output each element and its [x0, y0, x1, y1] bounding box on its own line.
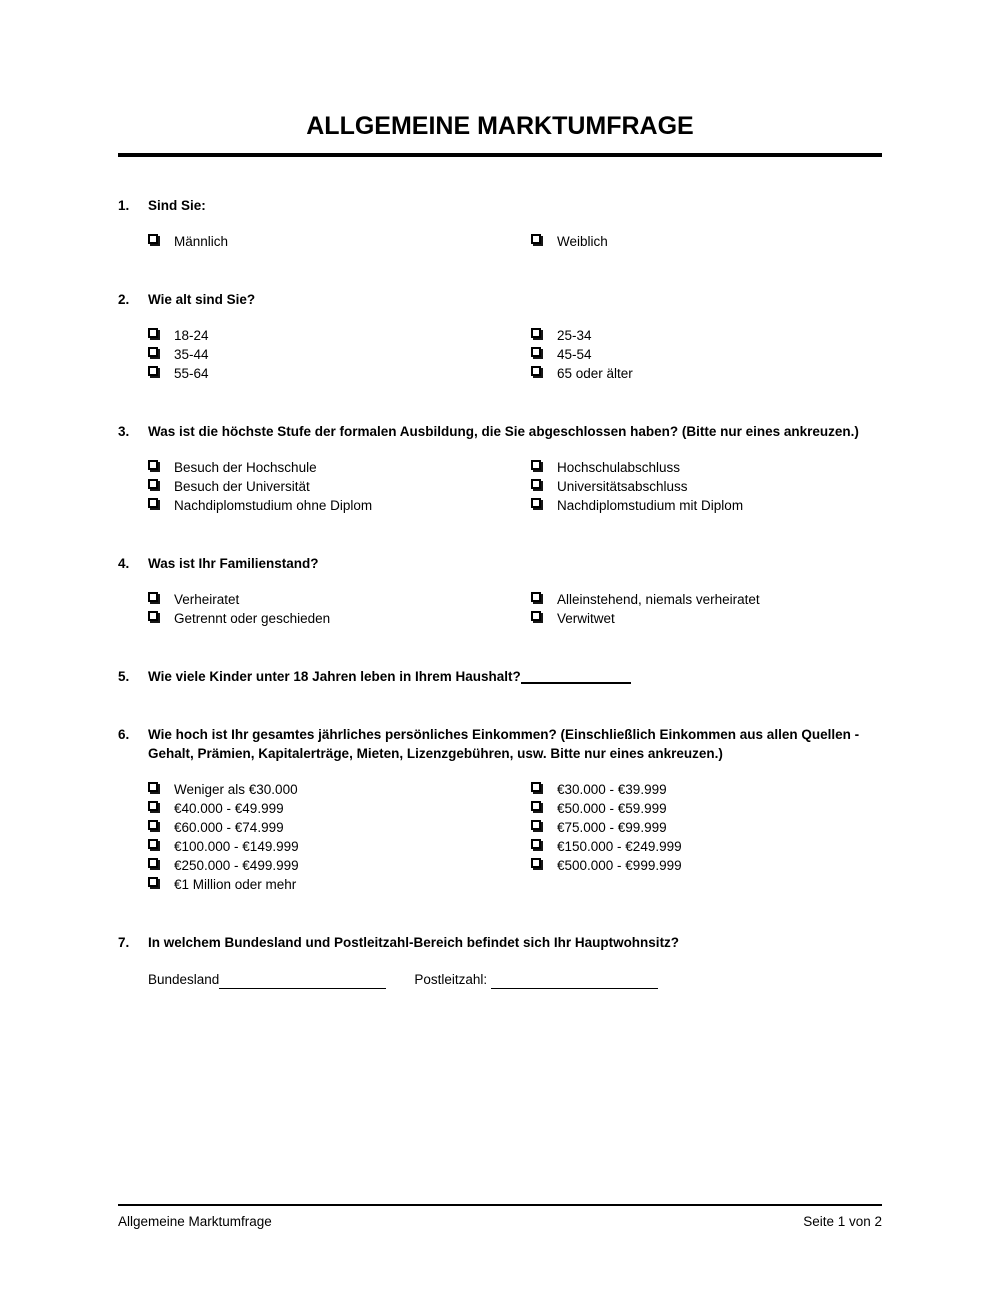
- option-label: Universitätsabschluss: [557, 479, 688, 494]
- questions: [118, 196, 882, 989]
- question-body: [148, 667, 882, 686]
- option-label: 65 oder älter: [557, 366, 633, 381]
- option-label: €75.000 - €99.999: [557, 820, 667, 835]
- question-number: 2.: [118, 292, 130, 307]
- option-label: Besuch der Hochschule: [174, 460, 317, 475]
- option: [148, 590, 531, 609]
- option-label: €50.000 - €59.999: [557, 801, 667, 816]
- checkbox-icon[interactable]: [531, 820, 541, 830]
- option: [148, 799, 531, 818]
- question-heading: [118, 667, 882, 686]
- checkbox-icon[interactable]: [531, 782, 541, 792]
- options: [118, 326, 882, 383]
- option-label: €1 Million oder mehr: [174, 877, 297, 892]
- checkbox-icon[interactable]: [148, 858, 158, 868]
- options-column-right: [531, 590, 760, 628]
- option-label: Alleinstehend, niemals verheiratet: [557, 592, 760, 607]
- options-column-right: [531, 326, 633, 383]
- question-5: [118, 667, 882, 686]
- question-number: 4.: [118, 556, 130, 571]
- options: [118, 232, 882, 251]
- footer: [118, 1204, 882, 1230]
- option: [531, 345, 633, 364]
- option: [148, 232, 531, 251]
- option: [531, 856, 682, 875]
- question-number: 5.: [118, 669, 130, 684]
- question-body: [148, 422, 882, 441]
- option-label: 55-64: [174, 366, 209, 381]
- question-number: 1.: [118, 198, 130, 213]
- options: [118, 780, 882, 894]
- question-text: In welchem Bundesland und Postleitzahl-Bereich befindet sich Ihr Hauptwohnsitz?: [148, 935, 680, 950]
- option-label: €60.000 - €74.999: [174, 820, 284, 835]
- options: [118, 590, 882, 628]
- checkbox-icon[interactable]: [148, 877, 158, 887]
- question-text: Wie hoch ist Ihr gesamtes jährliches persönliches Einkommen? (Einschließlich Einkommen aus allen Quellen - Gehalt, Prämien, Kapitalerträge, Mieten, Lizenzgebühren, usw. Bitte nur eines ankreuzen.): [148, 727, 860, 761]
- checkbox-icon[interactable]: [531, 858, 541, 868]
- checkbox-icon[interactable]: [148, 347, 158, 357]
- footer-page-number: Seite 1 von 2: [803, 1214, 882, 1229]
- question-1: [118, 196, 882, 251]
- question-heading: [118, 196, 882, 215]
- checkbox-icon[interactable]: [531, 460, 541, 470]
- option-label: Weiblich: [557, 234, 608, 249]
- question-body: [148, 933, 882, 952]
- option: [531, 326, 633, 345]
- option-label: 25-34: [557, 328, 592, 343]
- question-6: [118, 725, 882, 894]
- option-label: Getrennt oder geschieden: [174, 611, 331, 626]
- question-heading: [118, 725, 882, 763]
- question-text: Wie alt sind Sie?: [148, 292, 256, 307]
- checkbox-icon[interactable]: [148, 328, 158, 338]
- field-label: Bundesland: [148, 972, 220, 987]
- question-7: [118, 933, 882, 989]
- checkbox-icon[interactable]: [148, 611, 158, 621]
- option-label: 45-54: [557, 347, 592, 362]
- option: [531, 780, 682, 799]
- option: [148, 496, 531, 515]
- checkbox-icon[interactable]: [531, 366, 541, 376]
- question-body: [148, 554, 882, 573]
- checkbox-icon[interactable]: [148, 460, 158, 470]
- options-column-right: [531, 780, 682, 894]
- checkbox-icon[interactable]: [148, 592, 158, 602]
- footer-row: [118, 1213, 882, 1230]
- options-column-left: [148, 326, 531, 383]
- question-heading: [118, 933, 882, 952]
- question-body: [148, 290, 882, 309]
- options-column-left: [148, 780, 531, 894]
- option: [148, 780, 531, 799]
- option: [148, 326, 531, 345]
- option: [531, 232, 608, 251]
- option: [531, 837, 682, 856]
- option-label: 35-44: [174, 347, 209, 362]
- options-column-left: [148, 232, 531, 251]
- page-title: ALLGEMEINE MARKTUMFRAGE: [306, 112, 694, 140]
- checkbox-icon[interactable]: [531, 479, 541, 489]
- checkbox-icon[interactable]: [148, 498, 158, 508]
- option-label: €150.000 - €249.999: [557, 839, 682, 854]
- option-label: €500.000 - €999.999: [557, 858, 682, 873]
- checkbox-icon[interactable]: [148, 839, 158, 849]
- option: [148, 875, 531, 894]
- option: [531, 609, 760, 628]
- footer-divider: [118, 1204, 882, 1206]
- checkbox-icon[interactable]: [531, 328, 541, 338]
- question-heading: [118, 422, 882, 441]
- options-column-right: [531, 458, 743, 515]
- option: [148, 458, 531, 477]
- checkbox-icon[interactable]: [148, 234, 158, 244]
- question-3: [118, 422, 882, 515]
- field-blank-line[interactable]: [219, 974, 386, 989]
- question-number: 3.: [118, 424, 130, 439]
- question-body: [148, 196, 882, 215]
- question-text: Sind Sie:: [148, 198, 206, 213]
- option-label: €40.000 - €49.999: [174, 801, 284, 816]
- checkbox-icon[interactable]: [531, 347, 541, 357]
- option: [531, 477, 743, 496]
- option: [531, 496, 743, 515]
- question-4: [118, 554, 882, 628]
- checkbox-icon[interactable]: [531, 611, 541, 621]
- field-label: Postleitzahl:: [414, 972, 491, 987]
- option: [531, 364, 633, 383]
- option-label: 18-24: [174, 328, 209, 343]
- question-number: 6.: [118, 727, 130, 742]
- answer-blank-line[interactable]: [521, 669, 631, 684]
- option-label: Besuch der Universität: [174, 479, 310, 494]
- option-label: Nachdiplomstudium mit Diplom: [557, 498, 744, 513]
- options-column-left: [148, 590, 531, 628]
- question-text: Wie viele Kinder unter 18 Jahren leben in Ihrem Haushalt?: [148, 669, 521, 684]
- option: [148, 818, 531, 837]
- option-label: €30.000 - €39.999: [557, 782, 667, 797]
- option-label: Verwitwet: [557, 611, 615, 626]
- option: [531, 818, 682, 837]
- option-label: Nachdiplomstudium ohne Diplom: [174, 498, 373, 513]
- checkbox-icon[interactable]: [148, 782, 158, 792]
- option: [531, 458, 743, 477]
- option-label: €250.000 - €499.999: [174, 858, 299, 873]
- checkbox-icon[interactable]: [531, 801, 541, 811]
- question-heading: [118, 290, 882, 309]
- option: [531, 799, 682, 818]
- checkbox-icon[interactable]: [531, 592, 541, 602]
- question-heading: [118, 554, 882, 573]
- question-number: 7.: [118, 935, 130, 950]
- field-blank-line[interactable]: [491, 974, 658, 989]
- answer-fields: [118, 970, 882, 989]
- title-divider: [118, 153, 882, 157]
- question-text: Was ist Ihr Familienstand?: [148, 556, 319, 571]
- option: [148, 856, 531, 875]
- question-2: [118, 290, 882, 383]
- option-label: Hochschulabschluss: [557, 460, 681, 475]
- option: [148, 837, 531, 856]
- option: [148, 345, 531, 364]
- checkbox-icon[interactable]: [148, 801, 158, 811]
- option: [148, 609, 531, 628]
- footer-document-title: Allgemeine Marktumfrage: [118, 1214, 272, 1229]
- option: [531, 590, 760, 609]
- option-label: Weniger als €30.000: [174, 782, 298, 797]
- checkbox-icon[interactable]: [148, 366, 158, 376]
- checkbox-icon[interactable]: [531, 498, 541, 508]
- checkbox-icon[interactable]: [148, 479, 158, 489]
- checkbox-icon[interactable]: [531, 234, 541, 244]
- checkbox-icon[interactable]: [531, 839, 541, 849]
- option-label: Verheiratet: [174, 592, 240, 607]
- options: [118, 458, 882, 515]
- question-text: Was ist die höchste Stufe der formalen Ausbildung, die Sie abgeschlossen haben? (Bitte nur eines ankreuzen.): [148, 424, 859, 439]
- checkbox-icon[interactable]: [148, 820, 158, 830]
- options-column-left: [148, 458, 531, 515]
- option-label: €100.000 - €149.999: [174, 839, 299, 854]
- option: [148, 364, 531, 383]
- option-label: Männlich: [174, 234, 229, 249]
- option: [148, 477, 531, 496]
- options-column-right: [531, 232, 608, 251]
- question-body: [148, 725, 882, 763]
